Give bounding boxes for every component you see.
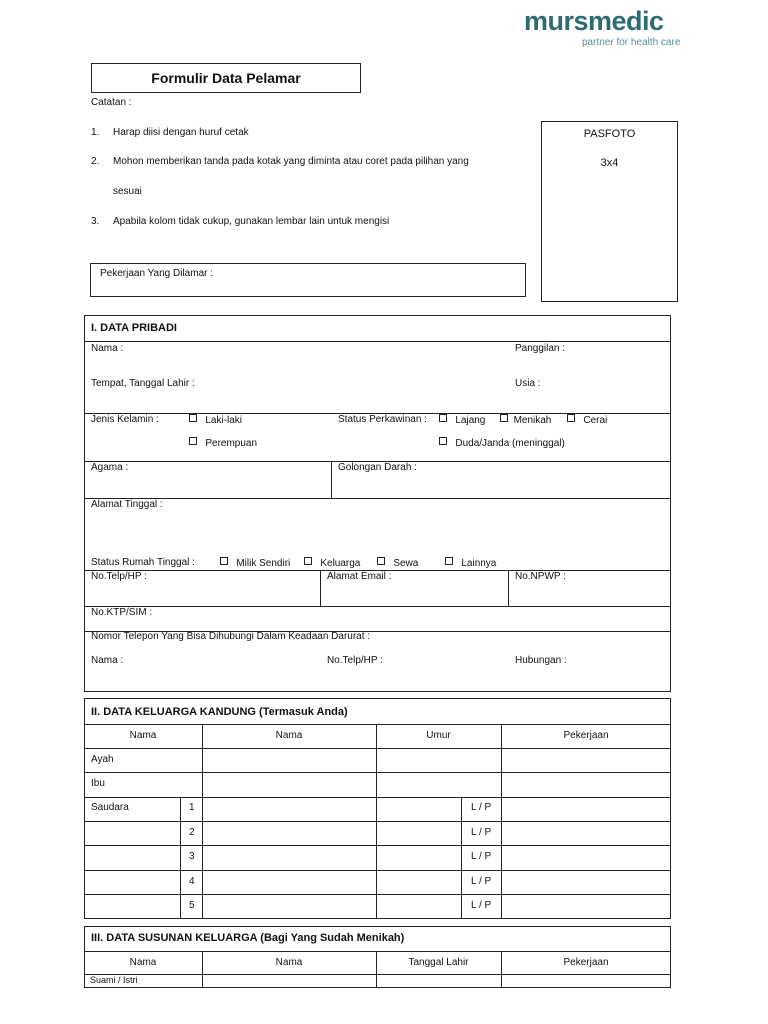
option-label: Duda/Janda (meninggal) bbox=[455, 438, 565, 449]
divider bbox=[84, 797, 671, 798]
divider bbox=[376, 724, 377, 919]
divider bbox=[84, 724, 671, 725]
column-header: Nama bbox=[275, 730, 303, 741]
divider bbox=[84, 821, 671, 822]
form-title: Formulir Data Pelamar bbox=[91, 63, 361, 93]
checkbox-icon[interactable] bbox=[189, 437, 197, 445]
row-number: 1 bbox=[189, 802, 195, 813]
divider bbox=[84, 870, 671, 871]
field-email[interactable]: Alamat Email : bbox=[327, 571, 392, 582]
divider bbox=[84, 341, 671, 342]
photo-label: PASFOTO bbox=[583, 128, 636, 140]
option-menikah[interactable] bbox=[500, 414, 551, 426]
field-telp[interactable]: No.Telp/HP : bbox=[91, 571, 147, 582]
divider bbox=[84, 772, 671, 773]
option-perempuan[interactable] bbox=[189, 437, 257, 449]
divider bbox=[331, 461, 332, 498]
option-milik-sendiri[interactable] bbox=[220, 557, 290, 569]
row-label-suami-istri: Suami / Istri bbox=[90, 975, 138, 985]
option-keluarga[interactable] bbox=[304, 557, 360, 569]
gender-choice[interactable]: L / P bbox=[471, 827, 492, 838]
checkbox-icon[interactable] bbox=[439, 414, 447, 422]
row-number: 2 bbox=[189, 827, 195, 838]
option-label: Lainnya bbox=[461, 558, 497, 569]
checkbox-icon[interactable] bbox=[220, 557, 228, 565]
field-emergency-telp[interactable]: No.Telp/HP : bbox=[327, 655, 383, 666]
row-number: 4 bbox=[189, 876, 195, 887]
field-emergency-nama[interactable]: Nama : bbox=[91, 655, 124, 666]
divider bbox=[508, 570, 509, 606]
option-label: Menikah bbox=[513, 415, 552, 426]
divider bbox=[84, 845, 671, 846]
gender-choice[interactable]: L / P bbox=[471, 900, 492, 911]
notes-heading: Catatan : bbox=[91, 97, 132, 108]
checkbox-icon[interactable] bbox=[439, 437, 447, 445]
divider bbox=[84, 606, 671, 607]
checkbox-icon[interactable] bbox=[377, 557, 385, 565]
field-nama[interactable]: Nama : bbox=[91, 343, 124, 354]
field-panggilan[interactable]: Panggilan : bbox=[515, 343, 566, 354]
option-label: Perempuan bbox=[205, 438, 258, 449]
note-number-1: 1. bbox=[91, 127, 100, 138]
photo-size: 3x4 bbox=[600, 157, 619, 169]
divider bbox=[84, 951, 671, 952]
section-personal-title: I. DATA PRIBADI bbox=[91, 322, 177, 334]
label-jenis-kelamin: Jenis Kelamin : bbox=[91, 414, 159, 425]
label-status-perkawinan: Status Perkawinan : bbox=[338, 414, 427, 425]
divider bbox=[320, 570, 321, 606]
column-header: Nama bbox=[275, 957, 303, 968]
option-label: Lajang bbox=[455, 415, 486, 426]
column-header: Umur bbox=[426, 730, 451, 741]
job-applied-field[interactable] bbox=[90, 263, 526, 297]
option-cerai[interactable] bbox=[567, 414, 607, 426]
gender-choice[interactable]: L / P bbox=[471, 876, 492, 887]
option-label: Laki-laki bbox=[205, 415, 243, 426]
field-ktp[interactable]: No.KTP/SIM : bbox=[91, 607, 153, 618]
divider bbox=[202, 724, 203, 919]
note-number-2: 2. bbox=[91, 156, 100, 167]
divider bbox=[461, 797, 462, 919]
checkbox-icon[interactable] bbox=[304, 557, 312, 565]
checkbox-icon[interactable] bbox=[189, 414, 197, 422]
divider bbox=[180, 797, 181, 919]
option-label: Milik Sendiri bbox=[236, 558, 291, 569]
column-header: Tanggal Lahir bbox=[408, 957, 469, 968]
divider bbox=[84, 498, 671, 499]
option-duda-janda[interactable] bbox=[439, 437, 565, 449]
job-applied-label: Pekerjaan Yang Dilamar : bbox=[100, 268, 214, 279]
checkbox-icon[interactable] bbox=[445, 557, 453, 565]
column-header: Pekerjaan bbox=[563, 730, 609, 741]
note-text-1: Harap diisi dengan huruf cetak bbox=[113, 127, 249, 138]
divider bbox=[84, 748, 671, 749]
divider bbox=[501, 724, 502, 919]
label-emergency-contact: Nomor Telepon Yang Bisa Dihubungi Dalam Keadaan Darurat : bbox=[91, 631, 371, 642]
option-lainnya[interactable] bbox=[445, 557, 496, 569]
field-npwp[interactable]: No.NPWP : bbox=[515, 571, 566, 582]
divider bbox=[84, 894, 671, 895]
option-label: Cerai bbox=[583, 415, 608, 426]
option-label: Sewa bbox=[393, 558, 419, 569]
photo-box[interactable] bbox=[541, 121, 678, 302]
label-status-rumah: Status Rumah Tinggal : bbox=[91, 557, 195, 568]
field-usia[interactable]: Usia : bbox=[515, 378, 541, 389]
checkbox-icon[interactable] bbox=[500, 414, 508, 422]
note-number-3: 3. bbox=[91, 216, 100, 227]
row-number: 3 bbox=[189, 851, 195, 862]
column-header: Nama bbox=[129, 730, 157, 741]
field-ttl[interactable]: Tempat, Tanggal Lahir : bbox=[91, 378, 195, 389]
gender-choice[interactable]: L / P bbox=[471, 851, 492, 862]
row-label-ayah: Ayah bbox=[91, 754, 114, 765]
brand-tagline: partner for health care bbox=[582, 37, 681, 48]
field-alamat[interactable]: Alamat Tinggal : bbox=[91, 499, 163, 510]
row-label-ibu: Ibu bbox=[91, 778, 105, 789]
note-text-3: Apabila kolom tidak cukup, gunakan lembar lain untuk mengisi bbox=[113, 216, 390, 227]
section-family-title: II. DATA KELUARGA KANDUNG (Termasuk Anda) bbox=[91, 706, 348, 718]
brand-logo: mursmedic bbox=[524, 6, 664, 36]
field-emergency-hubungan[interactable]: Hubungan : bbox=[515, 655, 567, 666]
checkbox-icon[interactable] bbox=[567, 414, 575, 422]
note-text-2: Mohon memberikan tanda pada kotak yang diminta atau coret pada pilihan yang bbox=[113, 156, 469, 167]
field-agama[interactable]: Agama : bbox=[91, 462, 129, 473]
column-header: Nama bbox=[129, 957, 157, 968]
option-lajang[interactable] bbox=[439, 414, 485, 426]
gender-choice[interactable]: L / P bbox=[471, 802, 492, 813]
option-sewa[interactable] bbox=[377, 557, 418, 569]
column-header: Pekerjaan bbox=[563, 957, 609, 968]
section-marital-family-title: III. DATA SUSUNAN KELUARGA (Bagi Yang Sudah Menikah) bbox=[91, 932, 405, 944]
divider bbox=[84, 974, 671, 975]
note-text-2-cont: sesuai bbox=[113, 186, 142, 197]
option-label: Keluarga bbox=[320, 558, 361, 569]
field-golongan-darah[interactable]: Golongan Darah : bbox=[338, 462, 417, 473]
row-label-saudara: Saudara bbox=[91, 802, 129, 813]
row-number: 5 bbox=[189, 900, 195, 911]
option-laki-laki[interactable] bbox=[189, 414, 242, 426]
